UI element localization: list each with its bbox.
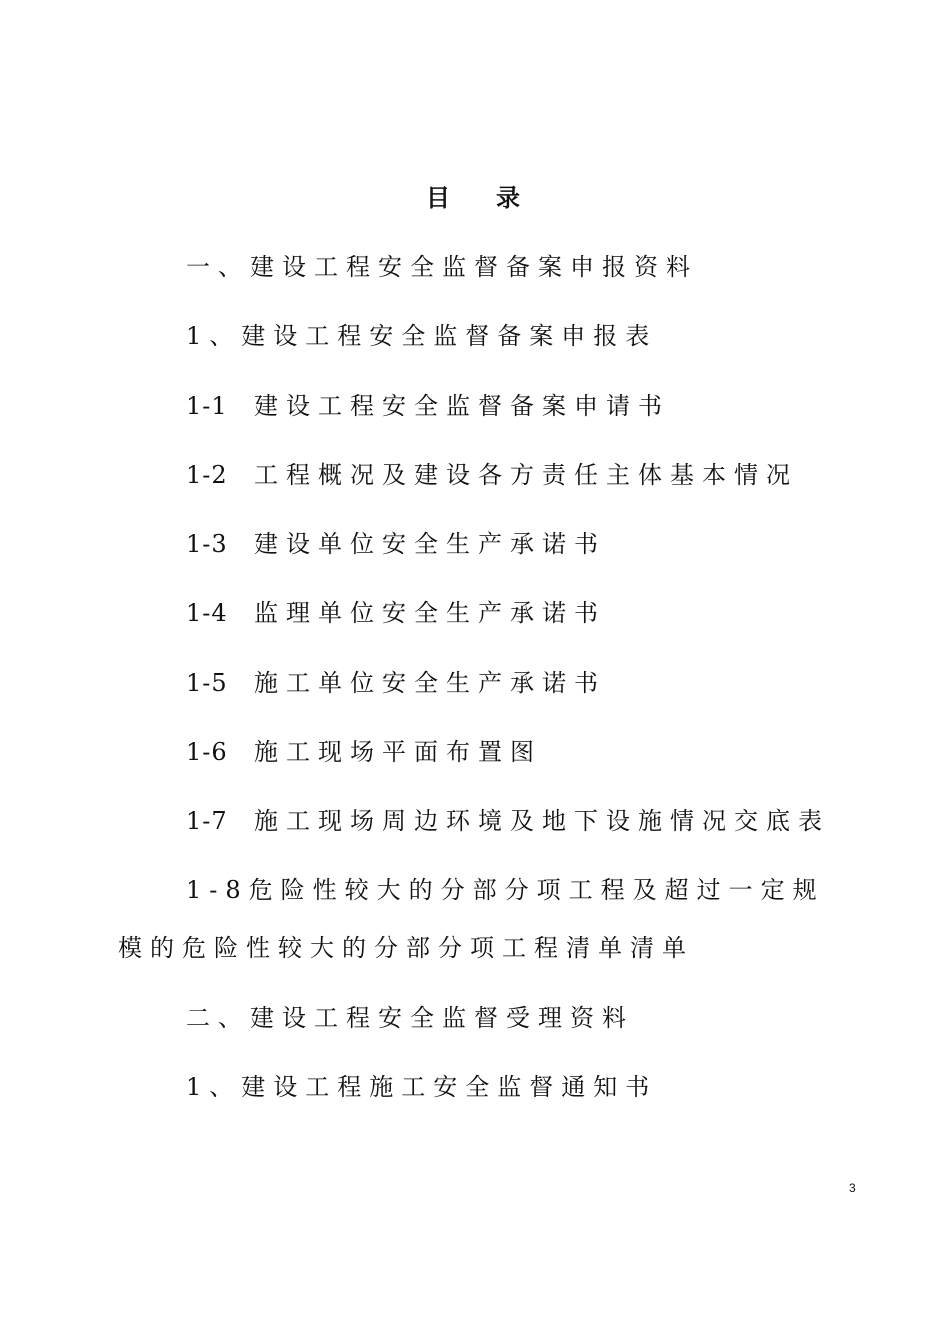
- item-text: 施工现场平面布置图: [254, 738, 542, 766]
- item-number: 1-7: [186, 807, 228, 835]
- toc-title: [0, 178, 950, 213]
- toc-section-2: 二、建设工程安全监督受理资料: [186, 1004, 634, 1032]
- toc-item-1: 1、建设工程安全监督备案申报表: [186, 322, 658, 350]
- item-text: 工程概况及建设各方责任主体基本情况: [254, 461, 798, 489]
- toc-item-1-7: [186, 806, 830, 836]
- item-number: 1-8: [186, 876, 249, 904]
- toc-item-1-6: [186, 737, 542, 767]
- item-text: 危险性较大的分部分项工程及超过一定规: [248, 876, 825, 904]
- item-number: 1-5: [186, 669, 228, 697]
- item-text: 施工现场周边环境及地下设施情况交底表: [254, 807, 830, 835]
- item-number: 1-4: [186, 599, 228, 627]
- item-number: 1-2: [186, 461, 228, 489]
- item-text: 施工单位安全生产承诺书: [254, 669, 606, 697]
- item-text: 建设单位安全生产承诺书: [254, 530, 606, 558]
- toc-title-char-1: 目: [426, 184, 454, 212]
- page-number: 3: [849, 1181, 856, 1195]
- item-number: 1-6: [186, 738, 228, 766]
- toc-item-1-1: [186, 391, 670, 421]
- toc-section-1: 一、建设工程安全监督备案申报资料: [186, 253, 698, 281]
- toc-item-1-4: [186, 598, 606, 628]
- toc-item-1-8-line-2: 模的危险性较大的分部分项工程清单清单: [118, 934, 694, 962]
- toc-item-1-3: [186, 529, 606, 559]
- toc-item-1-2: [186, 460, 798, 490]
- item-number: 1-1: [186, 392, 228, 420]
- toc-item-1-5: [186, 668, 606, 698]
- item-text: 建设工程安全监督备案申请书: [254, 392, 670, 420]
- toc-item-1-8-line-1: [186, 875, 825, 905]
- toc-title-char-2: 录: [496, 184, 524, 212]
- toc-section-2-item-1: 1、建设工程施工安全监督通知书: [186, 1073, 658, 1101]
- item-number: 1-3: [186, 530, 228, 558]
- item-text: 监理单位安全生产承诺书: [254, 599, 606, 627]
